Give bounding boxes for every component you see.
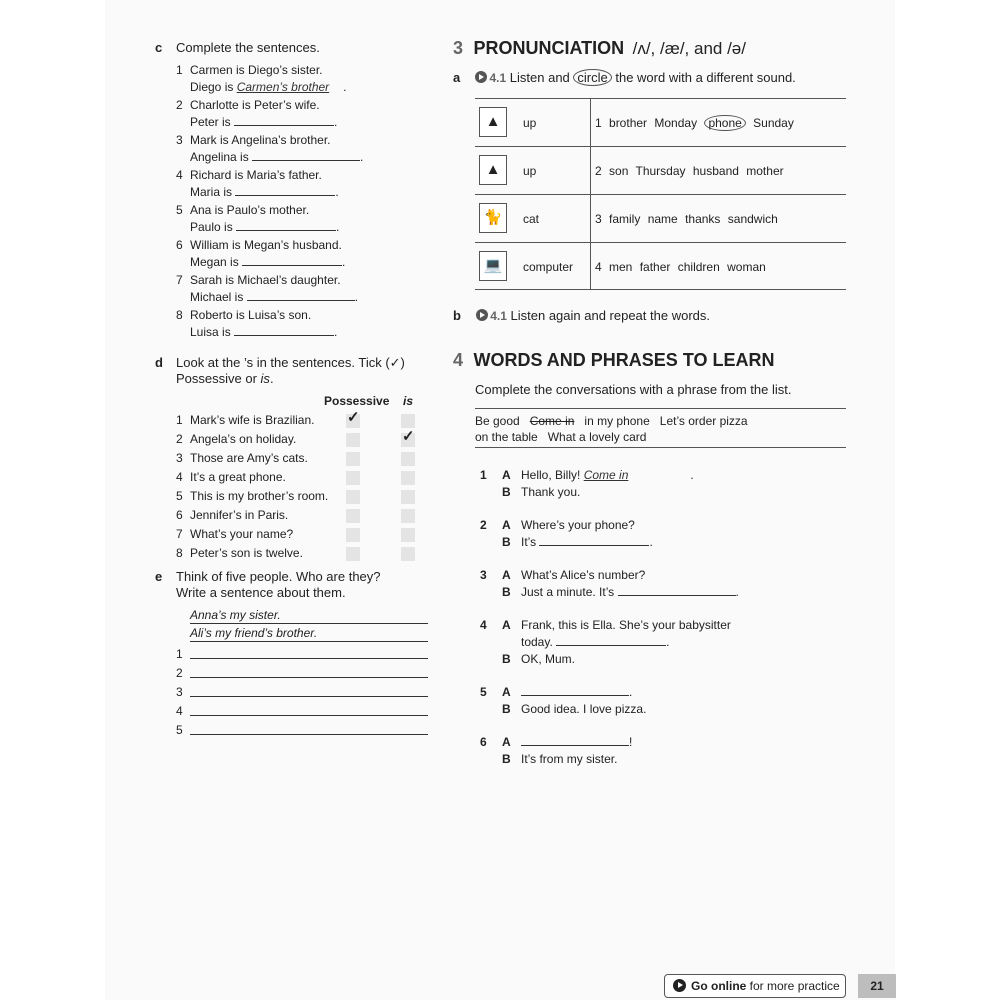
word-list <box>595 164 784 178</box>
item-number: 7 <box>176 273 183 287</box>
item-sentence <box>176 307 436 324</box>
item-text: Mark’s wife is Brazilian. <box>190 413 315 427</box>
example-line <box>190 626 428 642</box>
line-number: 2 <box>176 666 183 680</box>
exercise-d-item <box>176 545 303 562</box>
conversation <box>480 617 840 668</box>
speaker-b: B <box>502 585 511 599</box>
item-number: 5 <box>176 489 183 503</box>
conversation <box>480 517 840 551</box>
line-number: 5 <box>176 723 183 737</box>
item-text: Angela’s on holiday. <box>190 432 297 446</box>
answer-blank[interactable] <box>252 149 360 161</box>
item-text: What’s your name? <box>190 527 294 541</box>
sound-word: up <box>523 164 537 178</box>
exercise-c-letter: c <box>155 40 163 55</box>
conversation-number: 5 <box>480 685 487 699</box>
exercise-d-item <box>176 450 308 467</box>
line-b-text: Thank you. <box>521 485 581 499</box>
speaker-b: B <box>502 702 511 716</box>
item-number: 6 <box>176 508 183 522</box>
section-4-title: WORDS AND PHRASES TO LEARN <box>473 350 775 370</box>
word[interactable]: sandwich <box>727 212 778 226</box>
answer-blank[interactable] <box>234 114 334 126</box>
audio-icon[interactable] <box>476 309 488 321</box>
exercise-d-letter: d <box>155 355 163 370</box>
answer-blank[interactable] <box>556 634 666 646</box>
circle-example: circle <box>573 69 611 86</box>
exercise-c-item <box>176 62 436 96</box>
pronunciation-row <box>475 98 846 146</box>
word[interactable]: Thursday <box>635 164 686 178</box>
is-checkbox[interactable] <box>401 414 415 428</box>
line-a <box>480 467 840 484</box>
line-a <box>480 617 840 634</box>
word-list <box>595 260 766 274</box>
item-number: 2 <box>176 432 183 446</box>
word[interactable]: Sunday <box>753 116 794 130</box>
speaker-a: A <box>502 618 511 632</box>
conversation-number: 2 <box>480 518 487 532</box>
writing-line[interactable] <box>190 696 428 697</box>
line-end: . <box>629 685 633 699</box>
item-text: Carmen is Diego’s sister. <box>190 63 323 77</box>
item-number: 1 <box>176 63 183 77</box>
word[interactable]: woman <box>727 260 766 274</box>
play-icon <box>673 979 686 992</box>
line-a-text: Frank, this is Ella. She’s your babysitter <box>521 618 731 632</box>
conversation <box>480 567 840 601</box>
word[interactable]: men <box>609 260 633 274</box>
exercise-d-item <box>176 526 293 543</box>
item-text: Roberto is Luisa’s son. <box>190 308 312 322</box>
possessive-checkbox[interactable] <box>346 547 360 561</box>
line-end: . <box>735 585 739 599</box>
phrase-used: Come in <box>529 414 575 428</box>
section-3-title: PRONUNCIATION <box>473 38 625 58</box>
section-3-number: 3 <box>453 38 464 58</box>
item-prefix: Paulo is <box>190 220 237 234</box>
line-a-text: Hello, Billy! <box>521 468 584 482</box>
phrase: What a lovely card <box>547 430 647 444</box>
line-end: . <box>649 535 653 549</box>
item-text: It’s a great phone. <box>190 470 286 484</box>
pron-b-track: 4.1 <box>490 309 507 323</box>
item-sentence <box>176 97 436 114</box>
item-end: . <box>334 115 338 129</box>
item-answer-line <box>176 289 436 306</box>
possessive-checkbox[interactable] <box>346 528 360 542</box>
line-b <box>480 701 840 718</box>
answer-blank[interactable] <box>618 584 736 596</box>
col-header-possessive: Possessive <box>324 394 390 408</box>
phrase: in my phone <box>584 414 650 428</box>
item-number: 8 <box>176 308 183 322</box>
go-online-button[interactable]: Go online for more practice <box>664 974 846 998</box>
speaker-a: A <box>502 468 511 482</box>
possessive-checkbox[interactable] <box>346 433 360 447</box>
line-a <box>480 734 840 751</box>
pronunciation-row <box>475 242 846 290</box>
word-list <box>595 116 794 130</box>
item-text: This is my brother’s room. <box>190 489 329 503</box>
item-text: William is Megan’s husband. <box>190 238 342 252</box>
line-b-text: Just a minute. It’s <box>521 585 618 599</box>
item-prefix: Megan is <box>190 255 243 269</box>
handwritten-example: Ali’s my friend’s brother. <box>190 626 318 640</box>
answer-blank[interactable] <box>234 324 334 336</box>
item-sentence <box>176 167 436 184</box>
section-3-sounds: /ʌ/, /æ/, and /ə/ <box>632 39 746 58</box>
word[interactable]: family <box>609 212 641 226</box>
speaker-b: B <box>502 752 511 766</box>
answer-blank[interactable] <box>539 534 649 546</box>
word[interactable]: thanks <box>685 212 721 226</box>
phrase: on the table <box>475 430 538 444</box>
exercise-e-instruction-line2: Write a sentence about them. <box>176 585 346 600</box>
exercise-d-instruction-line2: Possessive or is. <box>176 371 274 386</box>
item-sentence <box>176 202 436 219</box>
line-b <box>480 534 840 551</box>
is-checkbox[interactable] <box>401 547 415 561</box>
possessive-checkbox[interactable] <box>346 490 360 504</box>
item-end: . <box>342 255 346 269</box>
exercise-c-item <box>176 202 436 236</box>
possessive-checkbox[interactable] <box>346 452 360 466</box>
speaker-b: B <box>502 485 511 499</box>
item-end: . <box>335 185 339 199</box>
exercise-c-items <box>176 62 436 342</box>
line-b <box>480 751 840 768</box>
line-a-text: What’s Alice’s number? <box>521 568 646 582</box>
conversation-number: 6 <box>480 735 487 749</box>
word[interactable]: children <box>677 260 720 274</box>
item-answer-line <box>176 114 436 131</box>
item-number: 8 <box>176 546 183 560</box>
exercise-d-instruction-line1: Look at the ’s in the sentences. Tick (✓) <box>176 355 405 370</box>
line-number: 3 <box>176 685 183 699</box>
item-answer-line <box>176 254 436 271</box>
item-text: Those are Amy’s cats. <box>190 451 308 465</box>
pronunciation-row <box>475 194 846 242</box>
tick-mark: ✓ <box>402 428 415 445</box>
possessive-checkbox[interactable] <box>346 509 360 523</box>
item-prefix: Michael is <box>190 290 247 304</box>
word-list <box>595 212 778 226</box>
item-number: 4 <box>176 168 183 182</box>
line-end: . <box>666 635 670 649</box>
item-end: . <box>336 220 340 234</box>
exercise-d-item <box>176 431 296 448</box>
word[interactable]: son <box>609 164 629 178</box>
exercise-c-item <box>176 272 436 306</box>
column-divider <box>590 99 591 146</box>
circled-word[interactable]: phone <box>704 115 745 131</box>
audio-icon[interactable] <box>475 71 487 83</box>
section-3-heading <box>453 38 746 59</box>
item-sentence <box>176 237 436 254</box>
is-checkbox[interactable] <box>401 490 415 504</box>
answer-blank[interactable] <box>236 219 336 231</box>
item-answer-line <box>176 184 436 201</box>
row-number: 1 <box>595 116 610 130</box>
answer-blank[interactable] <box>521 734 629 746</box>
exercise-d-item <box>176 488 328 505</box>
answer-blank[interactable] <box>521 684 629 696</box>
example-line <box>190 608 428 624</box>
line-number: 4 <box>176 704 183 718</box>
item-prefix: Diego is <box>190 80 237 94</box>
line-b-text: OK, Mum. <box>521 652 576 666</box>
handwritten-answer: Come in <box>583 468 629 482</box>
word[interactable]: husband <box>692 164 739 178</box>
cat-icon: 🐈 <box>479 203 507 233</box>
conversation-number: 3 <box>480 568 487 582</box>
column-divider <box>590 147 591 194</box>
word[interactable]: mother <box>746 164 784 178</box>
item-sentence <box>176 272 436 289</box>
pron-a-track: 4.1 <box>489 71 507 85</box>
table-bottom-rule <box>475 289 846 290</box>
line-b <box>480 484 840 501</box>
word[interactable]: name <box>647 212 678 226</box>
exercise-c-item <box>176 237 436 271</box>
exercise-c-item <box>176 132 436 166</box>
handwritten-answer: Carmen’s brother <box>236 80 330 94</box>
line-b <box>480 651 840 668</box>
item-sentence <box>176 132 436 149</box>
speaker-a: A <box>502 735 511 749</box>
possessive-checkbox[interactable] <box>346 471 360 485</box>
col-header-is: is <box>403 394 414 408</box>
exercise-d-instruction <box>176 355 436 387</box>
item-answer-line <box>176 79 436 96</box>
word[interactable]: Monday <box>654 116 698 130</box>
exercise-c-instruction: Complete the sentences. <box>176 40 320 55</box>
phrase: Be good <box>475 414 520 428</box>
line-number: 1 <box>176 647 183 661</box>
item-end: . <box>334 325 338 339</box>
item-number: 6 <box>176 238 183 252</box>
pronunciation-row <box>475 146 846 194</box>
word[interactable]: father <box>639 260 671 274</box>
item-answer-line <box>176 324 436 341</box>
row-number: 2 <box>595 164 610 178</box>
answer-blank[interactable] <box>235 184 335 196</box>
exercise-e-letter: e <box>155 569 163 584</box>
exercise-c-item <box>176 167 436 201</box>
item-prefix: Peter is <box>190 115 235 129</box>
writing-line[interactable] <box>190 658 428 659</box>
line-b-text: It’s <box>521 535 540 549</box>
line-a-text2: today. <box>521 635 557 649</box>
phrase-box-top-rule <box>475 408 846 409</box>
phrase: Let’s order pizza <box>659 414 748 428</box>
item-sentence <box>176 62 436 79</box>
speaker-a: A <box>502 518 511 532</box>
tick-mark: ✓ <box>347 409 360 426</box>
item-number: 3 <box>176 451 183 465</box>
item-text: Richard is Maria’s father. <box>190 168 322 182</box>
handwritten-example: Anna’s my sister. <box>190 608 281 622</box>
sound-word: cat <box>523 212 540 226</box>
line-a-text: Where’s your phone? <box>521 518 635 532</box>
line-end: ! <box>629 735 633 749</box>
word[interactable]: brother <box>609 116 648 130</box>
pron-b-instruction: b 4.1 Listen again and repeat the words. <box>453 308 710 323</box>
item-prefix: Angelina is <box>190 150 253 164</box>
is-checkbox[interactable] <box>401 471 415 485</box>
item-text: Jennifer’s in Paris. <box>190 508 289 522</box>
item-end: . <box>360 150 364 164</box>
conversation <box>480 467 840 501</box>
pron-a-instruction: a 4.1 Listen and circle the word with a different sound. <box>453 70 796 85</box>
phrase-list-line2 <box>475 430 646 444</box>
item-answer-line <box>176 149 436 166</box>
section-4-heading <box>453 350 775 371</box>
line-a <box>480 684 840 701</box>
line-b-text: It’s from my sister. <box>521 752 618 766</box>
writing-line[interactable] <box>190 677 428 678</box>
row-number: 4 <box>595 260 610 274</box>
item-end: . <box>343 80 347 94</box>
column-divider <box>590 243 591 290</box>
exercise-c-item <box>176 97 436 131</box>
speaker-b: B <box>502 652 511 666</box>
computer-icon: 💻 <box>479 251 507 281</box>
item-answer-line <box>176 219 436 236</box>
row-number: 3 <box>595 212 610 226</box>
line-a-continued <box>480 634 840 651</box>
line-a <box>480 517 840 534</box>
item-number: 3 <box>176 133 183 147</box>
item-prefix: Luisa is <box>190 325 235 339</box>
speaker-a: A <box>502 568 511 582</box>
item-text: Charlotte is Peter’s wife. <box>190 98 320 112</box>
sound-word: computer <box>523 260 574 274</box>
phrase-list-line1 <box>475 414 748 428</box>
page-number: 21 <box>858 974 896 998</box>
exercise-d-item <box>176 412 314 429</box>
exercise-e-instruction <box>176 569 436 601</box>
is-checkbox[interactable] <box>401 528 415 542</box>
item-end: . <box>354 290 359 304</box>
sound-word: up <box>523 116 537 130</box>
item-number: 2 <box>176 98 183 112</box>
exercise-c-item <box>176 307 436 341</box>
item-text: Peter’s son is twelve. <box>190 546 303 560</box>
item-number: 5 <box>176 203 183 217</box>
line-b <box>480 584 840 601</box>
is-checkbox[interactable] <box>401 509 415 523</box>
up-arrow-icon: ▲ <box>479 155 507 185</box>
conversation-number: 4 <box>480 618 487 632</box>
line-b-text: Good idea. I love pizza. <box>521 702 647 716</box>
is-checkbox[interactable] <box>401 452 415 466</box>
exercise-d-item <box>176 469 286 486</box>
pron-b-letter: b <box>453 308 461 323</box>
conversation-number: 1 <box>480 468 487 482</box>
answer-blank[interactable] <box>242 254 342 266</box>
item-number: 7 <box>176 527 183 541</box>
item-text: Ana is Paulo’s mother. <box>190 203 310 217</box>
writing-line[interactable] <box>190 715 428 716</box>
phrase-box-bottom-rule <box>475 447 846 448</box>
conversation <box>480 684 840 718</box>
writing-line[interactable] <box>190 734 428 735</box>
item-prefix: Maria is <box>190 185 236 199</box>
line-a <box>480 567 840 584</box>
conversation <box>480 734 840 768</box>
item-number: 1 <box>176 413 183 427</box>
section-4-instruction: Complete the conversations with a phrase from the list. <box>475 382 792 397</box>
speaker-b: B <box>502 535 511 549</box>
up-arrow-icon: ▲ <box>479 107 507 137</box>
item-number: 4 <box>176 470 183 484</box>
exercise-d-item <box>176 507 288 524</box>
pron-a-letter: a <box>453 70 461 85</box>
exercise-e-instruction-line1: Think of five people. Who are they? <box>176 569 381 584</box>
column-divider <box>590 195 591 242</box>
speaker-a: A <box>502 685 511 699</box>
item-text: Mark is Angelina’s brother. <box>190 133 331 147</box>
line-end: . <box>690 468 694 482</box>
section-4-number: 4 <box>453 350 464 370</box>
item-text: Sarah is Michael’s daughter. <box>190 273 341 287</box>
answer-blank[interactable] <box>247 289 355 301</box>
